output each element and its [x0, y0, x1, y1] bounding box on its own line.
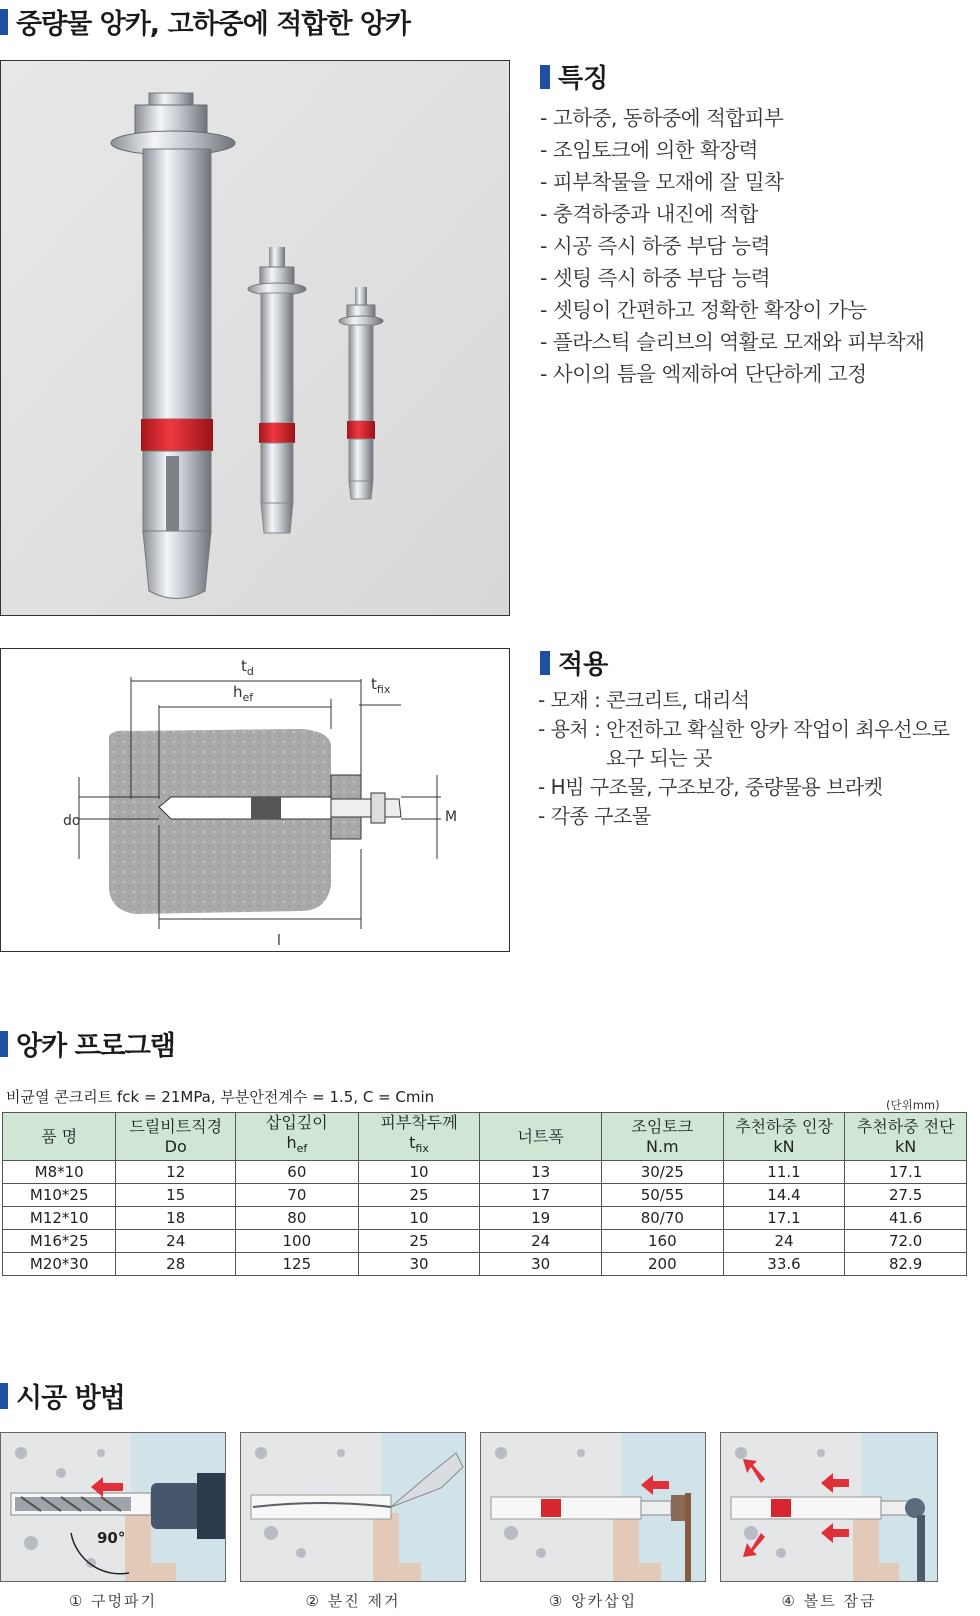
- hef-label: $h_{ef}$: [233, 683, 254, 704]
- cell: 17.1: [845, 1161, 967, 1184]
- features-accent-bar: [540, 65, 550, 89]
- cell: 11.1: [723, 1161, 845, 1184]
- title-accent-bar: [0, 9, 8, 35]
- feature-item: - 플라스틱 슬리브의 역활로 모재와 피부착재: [540, 330, 925, 354]
- cell: 80: [236, 1207, 359, 1230]
- application-item: - 모재 : 콘크리트, 대리석: [538, 688, 750, 712]
- cell: 17: [480, 1184, 602, 1207]
- l-label: l: [277, 933, 281, 949]
- program-condition: 비균열 콘크리트 fck = 21MPa, 부분안전계수 = 1.5, C = Cmin: [6, 1088, 435, 1106]
- anchor-bolts-illustration: [1, 61, 510, 616]
- cell: 10: [358, 1161, 480, 1184]
- method-accent-bar: [0, 1383, 8, 1409]
- cell: M16*25: [3, 1230, 116, 1253]
- application-item: - 용처 : 안전하고 확실한 앙카 작업이 최우선으로: [538, 717, 950, 741]
- cell: 30/25: [602, 1161, 724, 1184]
- cell: 72.0: [845, 1230, 967, 1253]
- cell: M20*30: [3, 1253, 116, 1276]
- header-tension: 추천하중 인장 kN: [723, 1113, 845, 1161]
- features-list: [540, 102, 924, 390]
- tfix-label: $t_{fix}$: [371, 675, 391, 696]
- cell: 50/55: [602, 1184, 724, 1207]
- table-row: [3, 1184, 967, 1207]
- application-heading: 적용: [540, 644, 608, 681]
- cell: 12: [116, 1161, 236, 1184]
- cell: 82.9: [845, 1253, 967, 1276]
- table-row: [3, 1253, 967, 1276]
- page-title: 중량물 앙카, 고하중에 적합한 앙카: [0, 2, 410, 41]
- feature-item: - 피부착물을 모재에 잘 밀착: [540, 170, 784, 194]
- cell: 200: [602, 1253, 724, 1276]
- cell: 30: [480, 1253, 602, 1276]
- application-list: [538, 686, 950, 831]
- cell: 18: [116, 1207, 236, 1230]
- feature-item: - 충격하중과 내진에 적합: [540, 202, 758, 226]
- installation-diagram: [0, 648, 510, 952]
- cell: M10*25: [3, 1184, 116, 1207]
- spec-table: [2, 1112, 967, 1276]
- cell: 41.6: [845, 1207, 967, 1230]
- td-label: $t_d$: [241, 657, 254, 678]
- product-photo: [0, 60, 510, 616]
- m-label: M: [445, 809, 458, 825]
- step-caption: ③ 앙카삽입: [548, 1592, 638, 1610]
- cell: 14.4: [723, 1184, 845, 1207]
- feature-item: - 시공 즉시 하중 부담 능력: [540, 234, 771, 258]
- cell: 125: [236, 1253, 359, 1276]
- features-heading: 특징: [540, 58, 608, 95]
- header-shear: 추천하중 전단 kN: [845, 1113, 967, 1161]
- angle-label: 90°: [97, 1529, 126, 1547]
- application-accent-bar: [540, 651, 550, 675]
- cell: 27.5: [845, 1184, 967, 1207]
- cell: 80/70: [602, 1207, 724, 1230]
- cell: 19: [480, 1207, 602, 1230]
- program-accent-bar: [0, 1031, 8, 1057]
- header-thickness: 피부착두께 $t_{fix}$: [358, 1113, 480, 1161]
- step-tighten-image: [720, 1432, 938, 1582]
- application-item: - H빔 구조물, 구조보강, 중량물용 브라켓: [538, 775, 883, 799]
- step-clean-image: [240, 1432, 466, 1582]
- feature-item: - 조임토크에 의한 확장력: [540, 138, 758, 162]
- table-row: [3, 1161, 967, 1184]
- cell: 33.6: [723, 1253, 845, 1276]
- cell: 24: [480, 1230, 602, 1253]
- cell: 10: [358, 1207, 480, 1230]
- cell: 160: [602, 1230, 724, 1253]
- program-heading: 앙카 프로그램: [0, 1024, 175, 1063]
- table-row: [3, 1207, 967, 1230]
- method-heading: 시공 방법: [0, 1376, 125, 1415]
- step-drill-image: [0, 1432, 226, 1582]
- cell: 15: [116, 1184, 236, 1207]
- cell: M8*10: [3, 1161, 116, 1184]
- header-depth: 삽입깊이 $h_{ef}$: [236, 1113, 359, 1161]
- cell: 70: [236, 1184, 359, 1207]
- cell: 17.1: [723, 1207, 845, 1230]
- cell: 28: [116, 1253, 236, 1276]
- feature-item: - 고하중, 동하중에 적합피부: [540, 106, 784, 130]
- application-item: - 각종 구조물: [538, 804, 651, 828]
- header-nut: 너트폭: [480, 1113, 602, 1161]
- application-item: 요구 되는 곳: [606, 746, 712, 770]
- cell: 13: [480, 1161, 602, 1184]
- feature-item: - 사이의 틈을 엑제하여 단단하게 고정: [540, 362, 867, 386]
- header-name: 품 명: [3, 1113, 116, 1161]
- cell: 25: [358, 1230, 480, 1253]
- header-torque: 조임토크 N.m: [602, 1113, 724, 1161]
- cell: 24: [723, 1230, 845, 1253]
- cell: 100: [236, 1230, 359, 1253]
- cell: 25: [358, 1184, 480, 1207]
- feature-item: - 셋팅 즉시 하중 부담 능력: [540, 266, 771, 290]
- cell: 60: [236, 1161, 359, 1184]
- do-label: do: [63, 813, 81, 829]
- table-header-row: [3, 1113, 967, 1161]
- unit-label: (단위mm): [886, 1098, 940, 1112]
- cell: 24: [116, 1230, 236, 1253]
- cell: M12*10: [3, 1207, 116, 1230]
- step-caption: ④ 볼트 잠금: [781, 1592, 877, 1610]
- step-caption: ② 분진 제거: [305, 1592, 401, 1610]
- header-drill: 드릴비트직경 Do: [116, 1113, 236, 1161]
- dimension-drawing: [1, 649, 510, 952]
- step-caption: ① 구멍파기: [68, 1592, 158, 1610]
- table-row: [3, 1230, 967, 1253]
- step-insert-image: [480, 1432, 706, 1582]
- cell: 30: [358, 1253, 480, 1276]
- feature-item: - 셋팅이 간편하고 정확한 확장이 가능: [540, 298, 867, 322]
